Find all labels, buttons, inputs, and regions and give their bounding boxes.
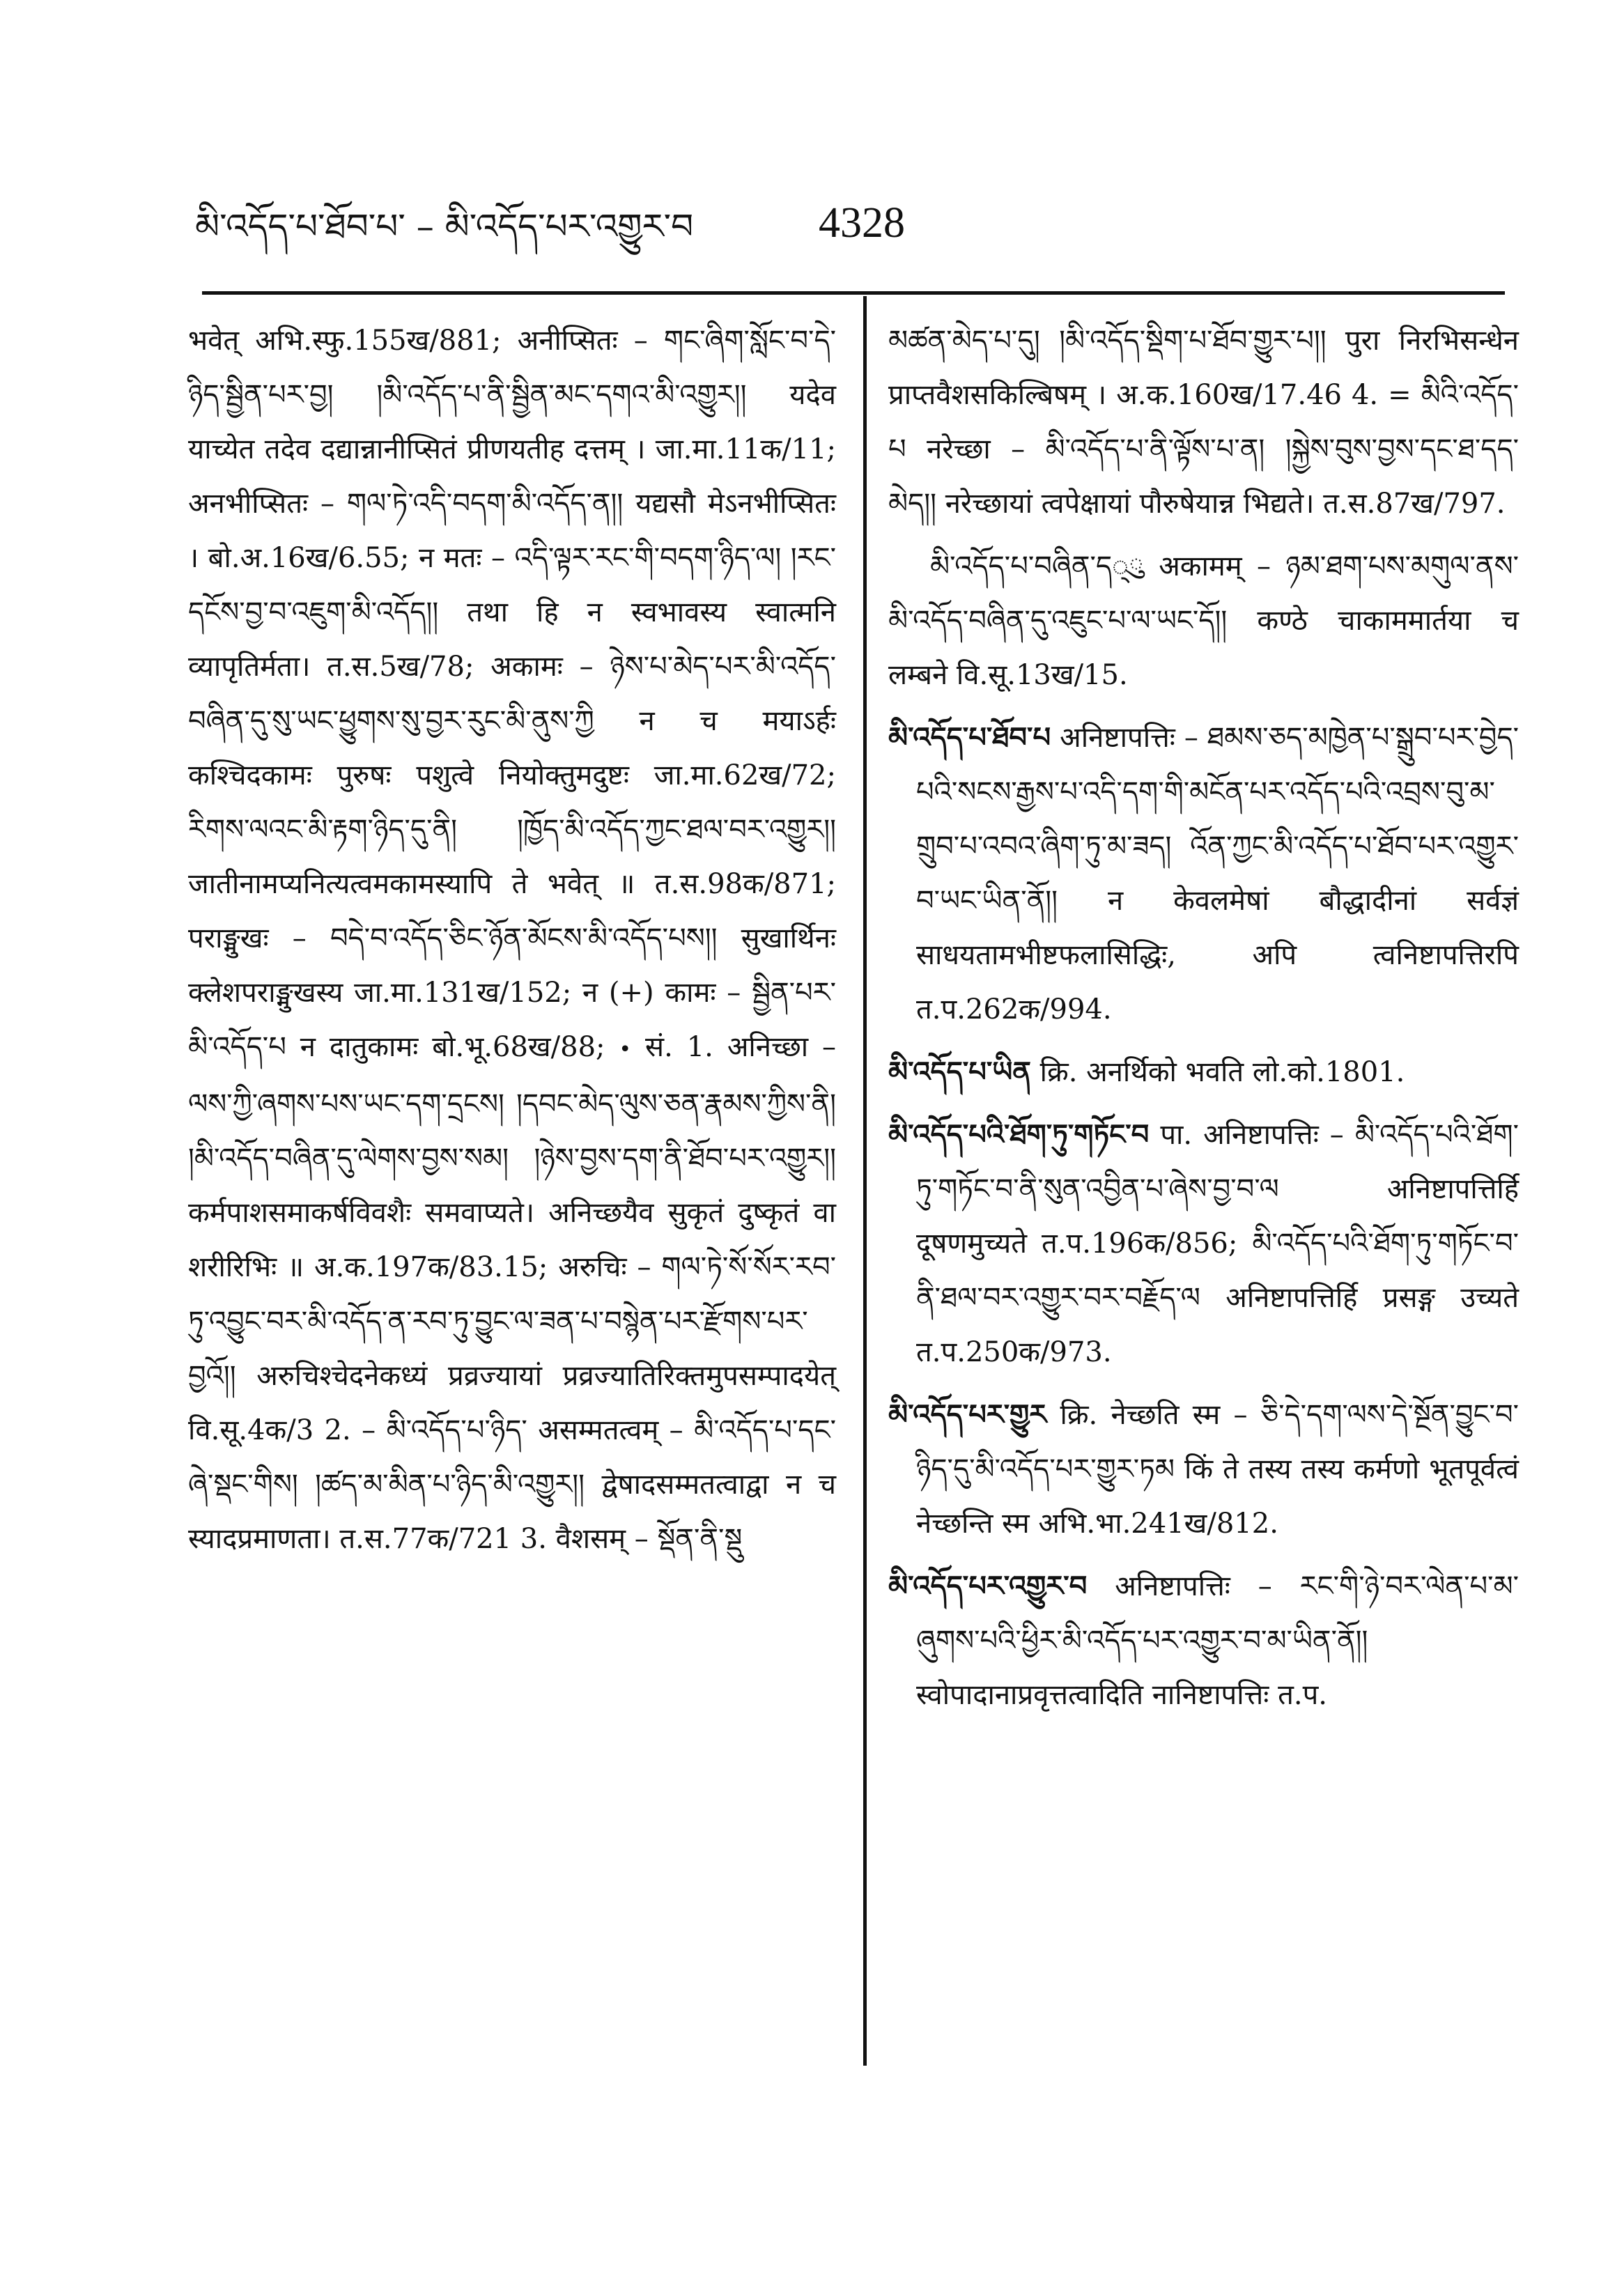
grammar-label: पा. (1160, 1119, 1193, 1151)
left-text-block-1: भवेत् अभि.स्फु.155ख/881; अनीप्सितः – གང་ཞིག་སློང་བ་དེ་ཉིད་སྦྱིན་པར་བྱ། །མི་འདོད་པ་ནི་སྦྱིན་མང་དགའ་མི་འགྱུར།། यदेव याच्येत तदेव दद्यान्नानीप्सितं प्रीणयतीह दत्तम् । जा.मा.11क/11; अनभीप्सितः – གལ་ཏེ་འདི་བདག་མི་འདོད་ན།། यद्यसौ मेऽनभीप्सितः । बो.अ.16ख/6.55; न मतः – འདི་ལྟར་རང་གི་བདག་ཉིད་ལ། །རང་དངོས་བྱ་བ་འཇུག་མི་འདོད།། तथा हि न स्वभावस्य स्वात्मनि व्यापृतिर्मता। त.स.5ख/78; अकामः – ཉེས་པ་མེད་པར་མི་འདོད་བཞིན་དུ་སུ་ཡང་ཕྱུགས་སུ་བྱར་རུང་མི་ནུས་ཀྱི न च मयाऽर्हः कश्चिदकामः पुरुषः पशुत्वे नियोक्तुमदुष्टः जा.मा.62ख/72; རིགས་ལའང་མི་རྟག་ཉིད་དུ་ནི། །ཁྱོད་མི་འདོད་ཀྱང་ཐལ་བར་འགྱུར།། जातीनामप्यनित्यत्वमकामस्यापि ते भवेत् ॥ त.स.98क/871; पराङ्मुखः – བདེ་བ་འདོད་ཅིང་ཉོན་མོངས་མི་འདོད་པས།། सुखार्थिनः क्लेशपराङ्मुखस्य जा.मा.131ख/152; न (+) कामः – སྦྱིན་པར་མི་འདོད་པ न दातुकामः बो.भू.68ख/88; (188, 325, 836, 1063)
sub-entry: མི་འདོད་པ་བཞིན་ད्ུ अकामम् – ཉམ་ཐག་པས་མགུལ་ནས་མི་འདོད་བཞིན་དུ་འཇུང་པ་ལ་ཡང་དོ།། कण्ठे चाकाममार्तया च लम्बने वि.सू.13ख/15. (888, 550, 1519, 691)
right-column (888, 314, 1519, 1731)
sense-marker: सं. (645, 1031, 673, 1063)
dictionary-entry (888, 1559, 1519, 1722)
entry-headword: མི་འདོད་པ་ཡིན (888, 1055, 1031, 1088)
left-text-block-2: 1. अनिच्छा – ལས་ཀྱི་ཞགས་པས་ཡང་དག་དྲངས། །དབང་མེད་ལུས་ཅན་རྣམས་ཀྱིས་ནི། །མི་འདོད་བཞིན་དུ་ལེགས་བྱས་སམ། །ཉེས་བྱས་དག་ནི་ཐོབ་པར་འགྱུར།། कर्मपाशसमाकर्षविवशैः समवाप्यते। अनिच्छयैव सुकृतं दुष्कृतं वा शरीरिभिः ॥ अ.क.197क/83.15; अरुचिः – གལ་ཏེ་སོ་སོར་རབ་ཏུ་འབྱུང་བར་མི་འདོད་ན་རབ་ཏུ་བྱུང་ལ་ཟན་པ་བསྙེན་པར་རྫོགས་པར་བྱའོ།། अरुचिश्चेदनेकध्यं प्रव्रज्यायां प्रव्रज्यातिरिक्तमुपसम्पादयेत् वि.सू.4क/3 2. – མི་འདོད་པ་ཉིད་ असम्मतत्वम् – མི་འདོད་པ་དང་ཞེ་སྡང་གིས། །ཚད་མ་མིན་པ་ཉིད་མི་འགྱུར།། द्वेषादसम्मतत्वाद्वा न च स्यादप्रमाणता। त.स.77क/721 3. वैशसम् – སྡོན་ནི་སྡུ (188, 1031, 836, 1555)
left-entry-continuation (188, 314, 836, 1566)
entry-body: अनर्थिको भवति लो.को.1801. (1086, 1056, 1405, 1088)
grammar-label: क्रि. (1039, 1056, 1078, 1088)
page-header (195, 192, 1505, 268)
running-head: མི་འདོད་པ་ཐོབ་པ་ – མི་འདོད་པར་འགྱུར་བ (195, 206, 694, 247)
entry-headword: མི་འདོད་པ་ཐོབ་པ (888, 721, 1051, 754)
entry-headword: མི་འདོད་པར་གྱུར (888, 1398, 1047, 1431)
dictionary-entry (888, 711, 1519, 1037)
entry-body: अनिष्टापत्तिः – མི་འདོད་པའི་ཐོག་ཏུ་གཏོང་བ་ནི་སུན་འབྱིན་པ་ཞེས་བྱ་བ་ལ अनिष्टापत्तिर्हि दूषणमुच्यते त.प.196क/856; མི་འདོད་པའི་ཐོག་ཏུ་གཏོང་བ་ནི་ཐལ་བར་འགྱུར་བར་བརྗོད་ལ अनिष्टापत्तिर्हि प्रसङ्ग उच्यते त.प.250क/973. (916, 1119, 1519, 1368)
dictionary-entry (888, 1388, 1519, 1551)
grammar-label: क्रि. (1060, 1399, 1098, 1431)
header-rule (202, 291, 1505, 295)
entry-body: अनिष्टापत्तिः – ཐམས་ཅད་མཁྱེན་པ་སྒྲུབ་པར་བྱེད་པའི་སངས་རྒྱས་པ་འདི་དག་གི་མངོན་པར་འདོད་པའི་འབྲས་བུ་མ་གྲུབ་པ་འབའ་ཞིག་ཏུ་མ་ཟད། འོན་ཀྱང་མི་འདོད་པ་ཐོབ་པར་འགྱུར་བ་ཡང་ཡིན་ནོ།། न केवलमेषां बौद्धादीनां सर्वज्ञं साधयतामभीष्टफलासिद्धिः, अपि त्वनिष्टापत्तिरपि त.प.262क/994. (916, 722, 1519, 1026)
page-number: 4328 (819, 199, 905, 247)
dictionary-entry (888, 1108, 1519, 1379)
entry-headword: མི་འདོད་པར་འགྱུར་བ (888, 1570, 1088, 1602)
sense-bullet: • (619, 1037, 632, 1062)
entry-headword: མི་འདོད་པའི་ཐོག་ཏུ་གཏོང་བ (888, 1118, 1150, 1151)
right-entry-continuation: མཚན་མེད་པ་དུ། །མི་འདོད་སྡིག་པ་ཐོབ་གྱུར་པ།། पुरा निरभिसन्धेन प्राप्तवैशसकिल्बिषम् । अ.क.160ख/17.46 4. = མིའི་འདོད་པ नरेच्छा – མི་འདོད་པ་ནི་ལྟོས་པ་ན། །སྐྱེས་བུས་བྱས་དང་ཐ་དད་མེད།། नरेच्छायां त्वपेक्षायां पौरुषेयान्न भिद्यते। त.स.87ख/797. (888, 325, 1519, 520)
entry-body: नेच्छति स्म – ཅི་དེ་དག་ལས་དེ་སྔོན་བྱུང་བ་ཉིད་དུ་མི་འདོད་པར་གྱུར་ཏམ किं ते तस्य तस्य कर्मणो भूतपूर्वत्वं नेच्छन्ति स्म अभि.भा.241ख/812. (916, 1399, 1519, 1540)
entry-body: अनिष्टापत्तिः – རང་གི་ཉེ་བར་ལེན་པ་མ་ཞུགས་པའི་ཕྱིར་མི་འདོད་པར་འགྱུར་བ་མ་ཡིན་ནོ།། स्वोपादानाप्रवृत्तत्वादिति नानिष्टापत्तिः त.प. (916, 1570, 1519, 1711)
dictionary-entry (888, 1045, 1519, 1099)
left-column (188, 314, 836, 1575)
column-divider (863, 296, 867, 2066)
